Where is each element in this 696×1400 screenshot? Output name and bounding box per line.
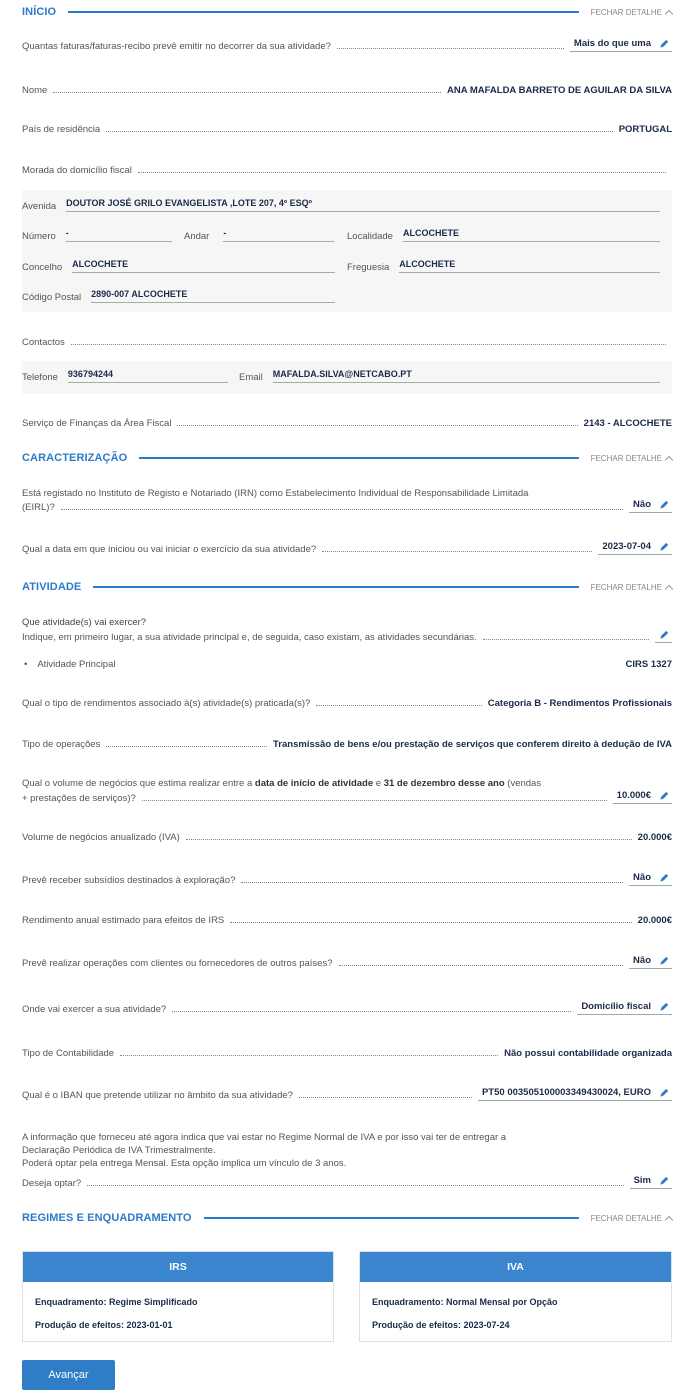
dotted-leader <box>483 639 649 640</box>
telefone-label: Telefone <box>22 372 58 383</box>
pencil-icon <box>659 541 670 552</box>
rendimentos-label: Qual o tipo de rendimentos associado à(s) atividade(s) praticada(s)? <box>22 698 311 709</box>
pais-label: País de residência <box>22 124 101 135</box>
eirl-value: Não <box>633 499 651 510</box>
rendimento-anual-value: 20.000€ <box>637 915 672 926</box>
dotted-leader <box>186 839 632 840</box>
data-inicio-value: 2023-07-04 <box>602 541 651 552</box>
subsidios-row <box>22 872 672 886</box>
rendimentos-row <box>22 698 672 709</box>
dotted-leader <box>299 1097 472 1098</box>
onde-value: Domicílio fiscal <box>581 1001 651 1012</box>
nome-row <box>22 85 672 96</box>
contactos-row <box>22 337 672 348</box>
irs-producao: Produção de efeitos: 2023-01-01 <box>35 1320 173 1330</box>
outros-paises-edit[interactable] <box>629 955 672 969</box>
toggle-detail-button[interactable]: FECHAR DETALHE <box>579 1214 672 1223</box>
avenida-label: Avenida <box>22 201 57 212</box>
avenida-field <box>22 198 660 212</box>
opcao-value: Sim <box>633 1175 651 1186</box>
servico-row <box>22 418 672 429</box>
numero-value: - <box>66 228 172 242</box>
atividade-principal-item <box>22 659 115 670</box>
data-inicio-row <box>22 541 672 555</box>
pencil-icon <box>659 1001 670 1012</box>
freguesia-value: ALCOCHETE <box>399 259 660 273</box>
outros-paises-label: Prevê realizar operações com clientes ou fornecedores de outros países? <box>22 958 333 969</box>
iban-edit[interactable] <box>478 1087 672 1101</box>
opcao-info <box>22 1131 506 1170</box>
atividade-principal-row <box>22 659 672 670</box>
eirl-edit[interactable] <box>629 499 672 513</box>
morada-box <box>22 190 672 312</box>
outros-paises-row <box>22 955 672 969</box>
telefone-field <box>22 369 228 383</box>
numero-field <box>22 228 172 242</box>
chevron-up-icon <box>665 455 673 463</box>
contabilidade-label: Tipo de Contabilidade <box>22 1048 115 1059</box>
localidade-value: ALCOCHETE <box>403 228 660 242</box>
divider <box>93 586 578 588</box>
dotted-leader <box>337 48 564 49</box>
pencil-icon <box>659 1087 670 1098</box>
freguesia-field <box>347 259 660 273</box>
pais-row <box>22 124 672 135</box>
subsidios-value: Não <box>633 872 651 883</box>
section-title: CARACTERIZAÇÃO <box>22 452 128 464</box>
atividades-row <box>22 626 672 643</box>
operacoes-value: Transmissão de bens e/ou prestação de serviços que conferem direito à dedução de IVA <box>273 739 672 750</box>
localidade-field <box>347 228 660 242</box>
pencil-icon <box>659 499 670 510</box>
faturas-row <box>22 38 672 52</box>
cp-field <box>22 289 335 303</box>
toggle-detail-button[interactable]: FECHAR DETALHE <box>579 454 672 463</box>
data-inicio-label: Qual a data em que iniciou ou vai iniciar o exercício da sua atividade? <box>22 544 317 555</box>
email-field <box>239 369 660 383</box>
section-caracterizacao-header <box>22 446 672 470</box>
chevron-up-icon <box>665 9 673 17</box>
rendimento-anual-label: Rendimento anual estimado para efeitos de IRS <box>22 915 225 926</box>
pencil-icon <box>659 629 670 640</box>
section-atividade-header <box>22 575 672 599</box>
volume-anual-row <box>22 832 672 843</box>
dotted-leader <box>142 800 607 801</box>
email-label: Email <box>239 372 263 383</box>
nome-label: Nome <box>22 85 48 96</box>
opcao-line1: A informação que forneceu até agora indica que vai estar no Regime Normal de IVA e por isso vai ter de entregar a <box>22 1132 507 1143</box>
section-regimes-header <box>22 1206 672 1230</box>
andar-value: - <box>223 228 334 242</box>
pencil-icon <box>659 872 670 883</box>
faturas-value: Mais do que uma <box>573 38 651 49</box>
volume-row <box>22 787 672 804</box>
servico-label: Serviço de Finanças da Área Fiscal <box>22 418 172 429</box>
volume-anual-label: Volume de negócios anualizado (IVA) <box>22 832 180 843</box>
section-inicio-header <box>22 0 672 24</box>
section-title: REGIMES E ENQUADRAMENTO <box>22 1212 192 1224</box>
freguesia-label: Freguesia <box>347 262 390 273</box>
contactos-label: Contactos <box>22 337 65 348</box>
volume-edit[interactable] <box>613 790 672 804</box>
dotted-leader <box>61 509 623 510</box>
divider <box>139 457 578 459</box>
opcao-line3: Poderá optar pela entrega Mensal. Esta opção implica um vínculo de 3 anos. <box>22 1158 347 1169</box>
iva-enquadramento: Enquadramento: Normal Mensal por Opção <box>372 1297 558 1307</box>
dotted-leader <box>87 1185 623 1186</box>
data-inicio-edit[interactable] <box>598 541 672 555</box>
dotted-leader <box>177 425 577 426</box>
morada-row <box>22 165 672 176</box>
irs-enquadramento: Enquadramento: Regime Simplificado <box>35 1297 198 1307</box>
opcao-question: Deseja optar? <box>22 1178 82 1189</box>
atividades-question-line1: Que atividade(s) vai exercer? <box>22 617 147 628</box>
dotted-leader <box>230 922 631 923</box>
andar-field <box>184 228 334 242</box>
nome-value: ANA MAFALDA BARRETO DE AGUILAR DA SILVA <box>446 85 672 96</box>
avancar-button[interactable]: Avançar <box>22 1360 115 1390</box>
volume-question-line1: Qual o volume de negócios que estima realizar entre a data de início de atividade e 31 de dezembro desse ano (vendas <box>22 778 542 789</box>
rendimento-anual-row <box>22 915 672 926</box>
avenida-value: DOUTOR JOSÉ GRILO EVANGELISTA ,LOTE 207, 4º ESQº <box>66 198 660 212</box>
morada-label: Morada do domicílio fiscal <box>22 165 132 176</box>
atividades-label-line2: Indique, em primeiro lugar, a sua atividade principal e, de seguida, caso existam, as atividades secundárias. <box>22 632 477 643</box>
concelho-field <box>22 259 335 273</box>
volume-anual-value: 20.000€ <box>637 832 672 843</box>
cp-value: 2890-007 ALCOCHETE <box>91 289 335 303</box>
iva-producao: Produção de efeitos: 2023-07-24 <box>372 1320 510 1330</box>
operacoes-label: Tipo de operações <box>22 739 101 750</box>
email-value: MAFALDA.SILVA@NETCABO.PT <box>273 369 660 383</box>
contabilidade-row <box>22 1048 672 1059</box>
onde-edit[interactable] <box>577 1001 672 1015</box>
section-title: ATIVIDADE <box>22 581 82 593</box>
section-title: INÍCIO <box>22 6 57 18</box>
pencil-icon <box>659 1175 670 1186</box>
numero-label: Número <box>22 231 56 242</box>
toggle-detail-button[interactable]: FECHAR DETALHE <box>579 8 672 17</box>
irs-card-title: IRS <box>23 1252 333 1282</box>
opcao-row <box>22 1172 672 1189</box>
onde-label: Onde vai exercer a sua atividade? <box>22 1004 167 1015</box>
cp-label: Código Postal <box>22 292 82 303</box>
telefone-value: 936794244 <box>68 369 228 383</box>
contactos-box <box>22 361 672 394</box>
chevron-up-icon <box>665 1215 673 1223</box>
volume-label-line2: + prestações de serviços)? <box>22 793 136 804</box>
dotted-leader <box>120 1055 498 1056</box>
outros-paises-value: Não <box>633 955 651 966</box>
concelho-value: ALCOCHETE <box>72 259 335 273</box>
eirl-label-line2: (EIRL)? <box>22 502 55 513</box>
localidade-label: Localidade <box>347 231 393 242</box>
andar-label: Andar <box>184 231 210 242</box>
iban-value: PT50 003505100003349430024, EURO <box>481 1087 651 1098</box>
volume-value: 10.000€ <box>616 790 651 801</box>
divider <box>204 1217 579 1219</box>
subsidios-label: Prevê receber subsídios destinados à exploração? <box>22 875 236 886</box>
dotted-leader <box>106 131 613 132</box>
onde-row <box>22 1001 672 1015</box>
operacoes-row <box>22 739 672 750</box>
divider <box>68 11 578 13</box>
concelho-label: Concelho <box>22 262 63 273</box>
dotted-leader <box>316 705 481 706</box>
subsidios-edit[interactable] <box>629 872 672 886</box>
servico-value: 2143 - ALCOCHETE <box>583 418 672 429</box>
pencil-icon <box>659 790 670 801</box>
atividade-principal-label: Atividade Principal <box>37 659 116 670</box>
iva-card <box>359 1251 672 1342</box>
bullet-icon: • <box>24 659 28 670</box>
dotted-leader <box>106 746 267 747</box>
eirl-row <box>22 496 672 513</box>
contabilidade-value: Não possui contabilidade organizada <box>504 1048 672 1059</box>
atividade-principal-value: CIRS 1327 <box>625 659 672 670</box>
atividades-edit[interactable] <box>655 629 672 643</box>
iva-card-title: IVA <box>360 1252 671 1282</box>
faturas-edit[interactable] <box>570 38 672 52</box>
dotted-leader <box>138 172 666 173</box>
dotted-leader <box>241 882 623 883</box>
pencil-icon <box>659 955 670 966</box>
eirl-label-line1: Está registado no Instituto de Registo e Notariado (IRN) como Estabelecimento Individual de Responsabilidade Limitada <box>22 488 529 499</box>
toggle-detail-button[interactable]: FECHAR DETALHE <box>579 583 672 592</box>
dotted-leader <box>53 92 441 93</box>
iban-label: Qual é o IBAN que pretende utilizar no âmbito da sua atividade? <box>22 1090 293 1101</box>
opcao-edit[interactable] <box>630 1175 672 1189</box>
rendimentos-value: Categoria B - Rendimentos Profissionais <box>487 698 672 709</box>
opcao-line2: Declaração Periódica de IVA Trimestralmente. <box>22 1145 216 1156</box>
dotted-leader <box>322 551 592 552</box>
pencil-icon <box>659 38 670 49</box>
dotted-leader <box>172 1011 571 1012</box>
faturas-label: Quantas faturas/faturas-recibo prevê emitir no decorrer da sua atividade? <box>22 41 331 52</box>
chevron-up-icon <box>665 584 673 592</box>
pais-value: PORTUGAL <box>618 124 672 135</box>
dotted-leader <box>339 965 624 966</box>
iban-row <box>22 1087 672 1101</box>
irs-card <box>22 1251 334 1342</box>
dotted-leader <box>71 344 666 345</box>
